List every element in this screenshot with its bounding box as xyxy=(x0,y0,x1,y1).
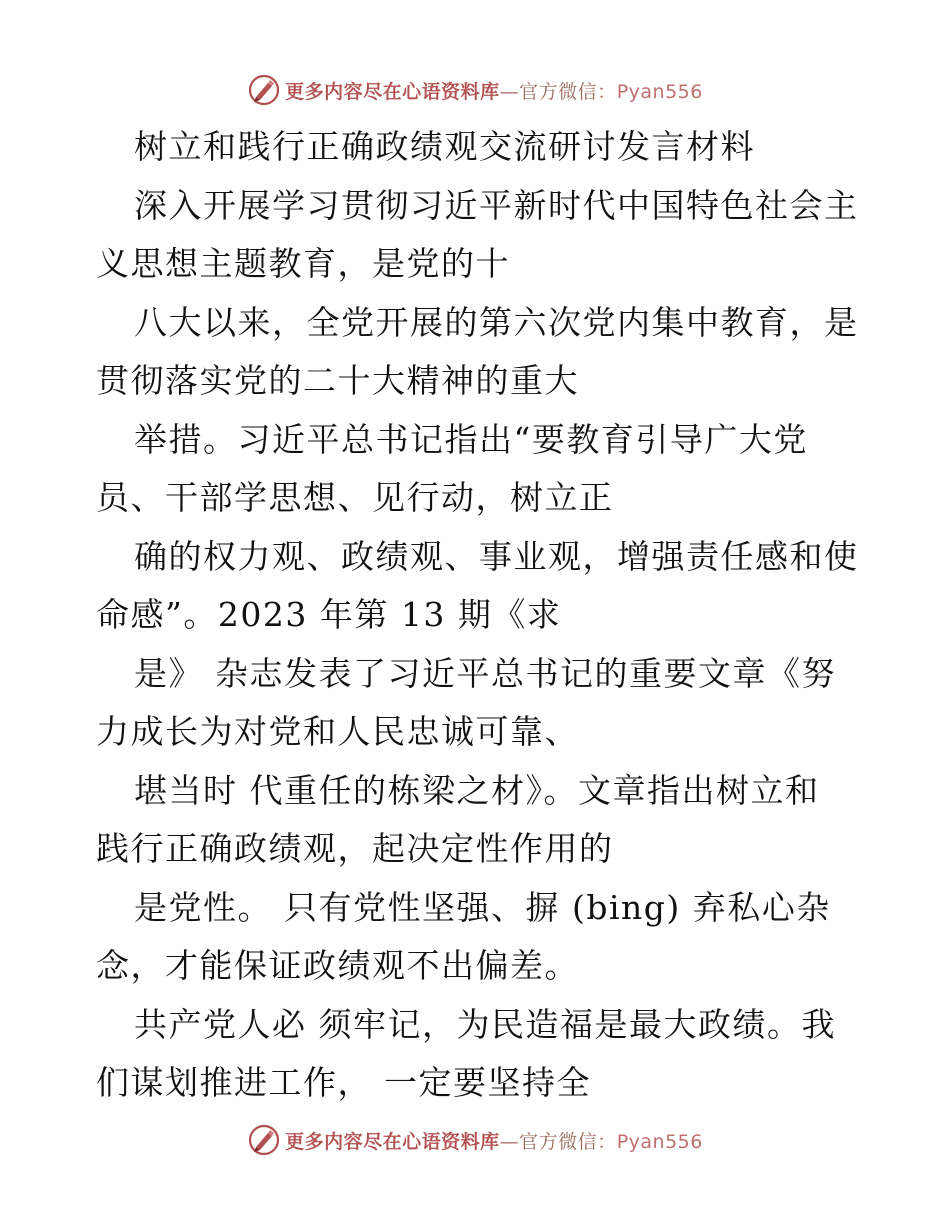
document-title: 树立和践行正确政绩观交流研讨发言材料 xyxy=(134,127,755,166)
watermark-lead-text: 更多内容尽在心语资料库 xyxy=(285,1130,500,1153)
footer-watermark xyxy=(0,1120,950,1160)
watermark-official-label: 官方微信： xyxy=(519,1130,617,1153)
pen-logo-icon xyxy=(247,73,281,107)
paragraph-line: 践行正确政绩观，起决定性作用的 xyxy=(96,829,614,868)
paragraph-line: 确的权力观、政绩观、事业观，增强责任感和使 xyxy=(134,536,859,576)
paragraph-line: 深入开展学习贯彻习近平新时代中国特色社会主 xyxy=(134,185,859,225)
paragraph-line: 举措。习近平总书记指出“要教育引导广大党 xyxy=(134,419,808,459)
paragraph-line: 命感”。2023 年第 13 期《求 xyxy=(96,595,562,634)
watermark-official-label: 官方微信： xyxy=(519,80,617,103)
paragraph-line: 堪当时 代重任的栋梁之材》。文章指出树立和 xyxy=(134,770,820,810)
paragraph-line: 们谋划推进工作， 一定要坚持全 xyxy=(96,1063,591,1102)
header-watermark xyxy=(0,70,950,110)
paragraph-line: 八大以来，全党开展的第六次党内集中教育，是 xyxy=(134,302,859,342)
watermark-wechat-id: Pyan556 xyxy=(616,1130,703,1153)
paragraph-line: 念，才能保证政绩观不出偏差。 xyxy=(96,946,579,985)
paragraph-line: 员、干部学思想、见行动，树立正 xyxy=(96,478,614,517)
watermark-dash: — xyxy=(499,1130,520,1153)
watermark-wechat-id: Pyan556 xyxy=(616,80,703,103)
paragraph-line: 是党性。 只有党性坚强、摒 (bing) 弃私心杂 xyxy=(134,887,831,927)
paragraph-line: 力成长为对党和人民忠诚可靠、 xyxy=(96,712,579,751)
paragraph-line: 是》 杂志发表了习近平总书记的重要文章《努 xyxy=(134,653,836,693)
watermark-lead-text: 更多内容尽在心语资料库 xyxy=(285,80,500,103)
pen-logo-icon xyxy=(247,1123,281,1157)
paragraph-line: 贯彻落实党的二十大精神的重大 xyxy=(96,361,579,400)
paragraph-line: 义思想主题教育，是党的十 xyxy=(96,244,510,283)
document-body xyxy=(96,118,866,1113)
paragraph-line: 共产党人必 须牢记，为民造福是最大政绩。我 xyxy=(134,1004,836,1044)
watermark-dash: — xyxy=(499,80,520,103)
